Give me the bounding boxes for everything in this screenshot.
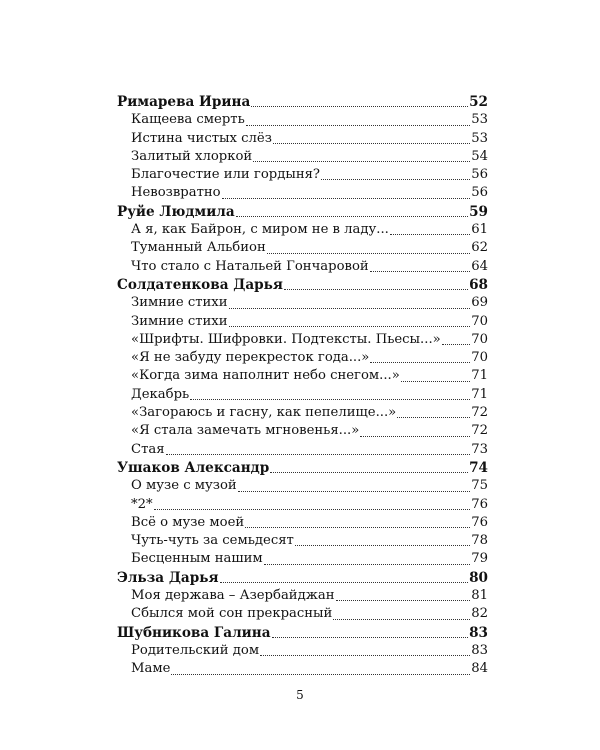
toc-poem-entry [117, 642, 488, 660]
poem-title: Что стало с Натальей Гончаровой [131, 258, 369, 274]
dot-leader [264, 564, 471, 565]
toc-poem-entry [117, 496, 488, 514]
dot-leader [171, 674, 470, 675]
dot-leader [166, 454, 471, 455]
toc-poem-entry [117, 404, 488, 422]
toc-poem-entry [117, 532, 488, 550]
page-ref: 72 [471, 405, 488, 421]
toc-poem-entry [117, 422, 488, 440]
page-ref: 79 [471, 551, 488, 567]
poem-title: *2* [131, 496, 153, 512]
page-ref: 54 [471, 148, 488, 164]
page-ref: 64 [471, 258, 488, 274]
page-ref: 52 [469, 94, 488, 110]
page-ref: 61 [471, 222, 488, 238]
dot-leader [370, 362, 470, 363]
poem-title: Зимние стихи [131, 313, 228, 329]
poem-title: «Я стала замечать мгновенья...» [131, 423, 360, 439]
page-ref: 84 [471, 661, 488, 677]
toc-poem-entry [117, 294, 488, 312]
toc-poem-entry [117, 166, 488, 184]
page-ref: 56 [471, 185, 488, 201]
page-ref: 76 [471, 514, 488, 530]
page-ref: 74 [469, 459, 488, 476]
author-name: Ушаков Александр [117, 459, 270, 476]
dot-leader [251, 106, 468, 107]
toc-author-entry [117, 276, 488, 294]
dot-leader [336, 600, 471, 601]
page-ref: 53 [471, 130, 488, 146]
dot-leader [360, 436, 470, 437]
dot-leader [220, 582, 469, 583]
poem-title: Бесценным нашим [131, 551, 263, 567]
poem-title: Кащеева смерть [131, 112, 245, 128]
page-ref: 69 [471, 295, 488, 311]
dot-leader [270, 472, 468, 473]
dot-leader [390, 234, 470, 235]
toc-author-entry [117, 93, 488, 111]
poem-title: Чуть-чуть за семьдесят [131, 533, 294, 549]
dot-leader [295, 545, 470, 546]
toc-poem-entry [117, 313, 488, 331]
page-ref: 70 [471, 350, 488, 366]
page-ref: 56 [471, 167, 488, 183]
page-ref: 68 [469, 276, 488, 293]
toc-poem-entry [117, 111, 488, 129]
author-name: Римарева Ирина [117, 94, 251, 110]
dot-leader [284, 289, 468, 290]
dot-leader [397, 417, 470, 418]
page-ref: 72 [471, 423, 488, 439]
poem-title: «Я не забуду перекресток года...» [131, 350, 370, 366]
page-ref: 62 [471, 240, 488, 256]
dot-leader [267, 253, 470, 254]
author-name: Шубникова Галина [117, 624, 271, 641]
dot-leader [190, 399, 470, 400]
page-ref: 76 [471, 496, 488, 512]
page-ref: 78 [471, 533, 488, 549]
page-ref: 83 [469, 624, 488, 641]
toc-poem-entry [117, 441, 488, 459]
toc-author-entry [117, 203, 488, 221]
poem-title: Зимние стихи [131, 295, 228, 311]
page-ref: 71 [471, 386, 488, 402]
toc-author-entry [117, 569, 488, 587]
poem-title: Моя держава – Азербайджан [131, 588, 335, 604]
poem-title: «Шрифты. Шифровки. Подтексты. Пьесы...» [131, 331, 441, 347]
poem-title: О музе с музой [131, 478, 237, 494]
toc-poem-entry [117, 367, 488, 385]
page-ref: 70 [471, 313, 488, 329]
poem-title: Декабрь [131, 386, 190, 402]
dot-leader [321, 179, 470, 180]
toc-poem-entry [117, 239, 488, 257]
poem-title: Залитый хлоркой [131, 148, 253, 164]
page-ref: 73 [471, 441, 488, 457]
dot-leader [333, 619, 470, 620]
table-of-contents [117, 93, 488, 679]
poem-title: Маме [131, 661, 171, 677]
page-ref: 83 [471, 642, 488, 658]
page-ref: 82 [471, 606, 488, 622]
toc-poem-entry [117, 386, 488, 404]
toc-poem-entry [117, 130, 488, 148]
toc-author-entry [117, 624, 488, 642]
toc-author-entry [117, 459, 488, 477]
poem-title: «Загораюсь и гасну, как пепелище...» [131, 405, 397, 421]
dot-leader [229, 326, 471, 327]
toc-poem-entry [117, 605, 488, 623]
page-ref: 70 [471, 331, 488, 347]
toc-poem-entry [117, 148, 488, 166]
toc-poem-entry [117, 331, 488, 349]
toc-poem-entry [117, 660, 488, 678]
author-name: Эльза Дарья [117, 569, 219, 586]
poem-title: Истина чистых слёз [131, 130, 272, 146]
dot-leader [154, 509, 471, 510]
poem-title: Всё о музе моей [131, 514, 245, 530]
dot-leader [236, 216, 468, 217]
toc-poem-entry [117, 587, 488, 605]
author-name: Солдатенкова Дарья [117, 276, 283, 293]
author-name: Руйе Людмила [117, 203, 235, 220]
poem-title: Невозвратно [131, 185, 221, 201]
toc-poem-entry [117, 550, 488, 568]
page-ref: 71 [471, 368, 488, 384]
dot-leader [260, 655, 470, 656]
dot-leader [246, 125, 470, 126]
poem-title: «Когда зима наполнит небо снегом...» [131, 368, 400, 384]
dot-leader [401, 381, 470, 382]
poem-title: Благочестие или гордыня? [131, 167, 321, 183]
toc-poem-entry [117, 477, 488, 495]
toc-poem-entry [117, 184, 488, 202]
page-ref: 53 [471, 112, 488, 128]
dot-leader [222, 198, 471, 199]
dot-leader [245, 527, 470, 528]
dot-leader [272, 637, 469, 638]
page-ref: 81 [471, 588, 488, 604]
toc-poem-entry [117, 349, 488, 367]
page-ref: 75 [471, 478, 488, 494]
dot-leader [253, 161, 470, 162]
page-number: 5 [296, 688, 304, 702]
toc-poem-entry [117, 221, 488, 239]
page-ref: 59 [469, 203, 488, 220]
dot-leader [229, 308, 471, 309]
poem-title: Родительский дом [131, 642, 260, 658]
poem-title: А я, как Байрон, с миром не в ладу... [131, 222, 389, 238]
dot-leader [370, 271, 471, 272]
poem-title: Сбылся мой сон прекрасный [131, 606, 333, 622]
poem-title: Туманный Альбион [131, 240, 266, 256]
toc-poem-entry [117, 514, 488, 532]
toc-poem-entry [117, 258, 488, 276]
dot-leader [238, 491, 470, 492]
dot-leader [442, 344, 471, 345]
poem-title: Стая [131, 441, 165, 457]
dot-leader [273, 143, 470, 144]
page-ref: 80 [469, 569, 488, 586]
